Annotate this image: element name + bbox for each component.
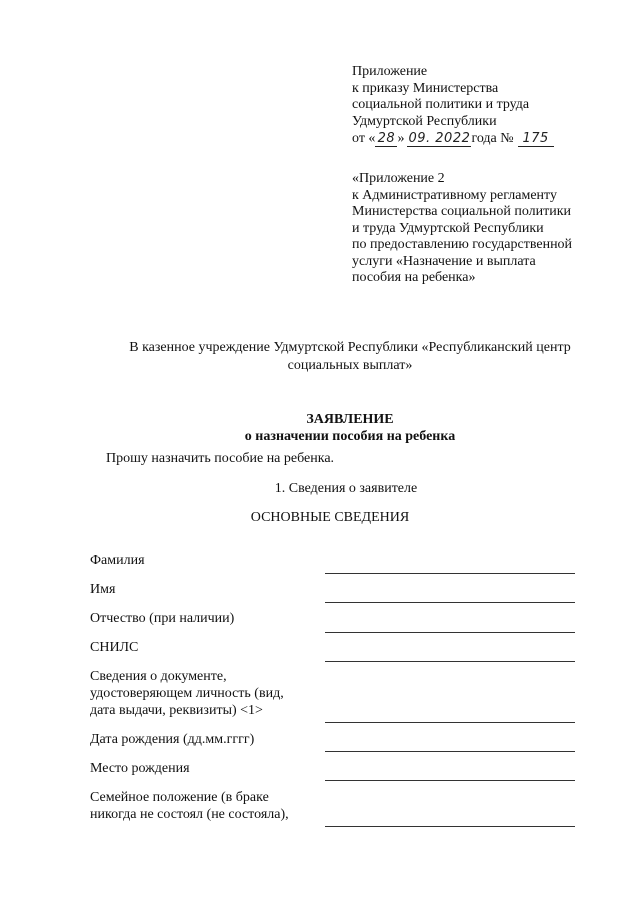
field-label: Отчество (при наличии) <box>90 611 235 626</box>
appendix-line: Приложение <box>352 64 428 79</box>
field-label: Имя <box>90 582 116 597</box>
marital-status-input-line[interactable] <box>325 826 575 827</box>
patronymic-input-line[interactable] <box>325 632 575 633</box>
field-label: Место рождения <box>90 761 190 776</box>
appendix2-line: пособия на ребенка» <box>352 270 476 285</box>
field-label: дата выдачи, реквизиты) <1> <box>90 703 263 718</box>
appendix-line: социальной политики и труда <box>352 97 530 112</box>
birth-date-input-line[interactable] <box>325 751 575 752</box>
main-info-heading: ОСНОВНЫЕ СВЕДЕНИЯ <box>250 510 410 525</box>
date-suffix: года № <box>471 131 514 146</box>
name-input-line[interactable] <box>325 602 575 603</box>
appendix2-line: Министерства социальной политики <box>352 204 572 219</box>
addressee-line-1: В казенное учреждение Удмуртской Республики «Республиканский центр <box>129 340 571 355</box>
appendix2-line: к Административному регламенту <box>352 187 557 203</box>
date-day: 28 <box>375 132 397 147</box>
date-mid: » <box>397 131 405 146</box>
addressee <box>60 340 640 374</box>
date-month-year: 09. 2022 <box>408 131 471 146</box>
field-patronymic <box>90 610 234 627</box>
identity-document-input-line[interactable] <box>325 722 575 723</box>
field-label: Фамилия <box>90 553 145 568</box>
appendix2-block <box>352 171 572 287</box>
order-number: 175 <box>518 132 554 147</box>
request-text: Прошу назначить пособие на ребенка. <box>106 451 335 466</box>
snils-input-line[interactable] <box>325 661 575 662</box>
appendix-block <box>352 64 554 148</box>
order-date-line <box>352 131 554 148</box>
title-heading: ЗАЯВЛЕНИЕ <box>306 412 394 427</box>
field-identity-document <box>90 668 284 719</box>
document-title <box>30 412 640 445</box>
addressee-line-2: социальных выплат» <box>287 357 413 373</box>
appendix-line: Удмуртской Республики <box>352 113 497 129</box>
surname-input-line[interactable] <box>325 573 575 574</box>
date-prefix: от « <box>352 131 376 146</box>
title-subheading: о назначении пособия на ребенка <box>244 428 456 444</box>
field-label: СНИЛС <box>90 640 139 655</box>
appendix2-line: «Приложение 2 <box>352 171 445 186</box>
field-label: Дата рождения (дд.мм.гггг) <box>90 732 255 747</box>
appendix-line: к приказу Министерства <box>352 80 499 96</box>
field-label: Сведения о документе, <box>90 669 227 684</box>
field-snils <box>90 639 138 656</box>
appendix2-line: и труда Удмуртской Республики <box>352 220 544 236</box>
section-heading: 1. Сведения о заявителе <box>274 481 418 496</box>
field-label: удостоверяющем личность (вид, <box>90 686 284 701</box>
field-marital-status <box>90 789 289 823</box>
appendix2-line: по предоставлению государственной <box>352 237 573 252</box>
field-birth-place <box>90 760 190 777</box>
field-birth-date <box>90 731 254 748</box>
appendix2-line: услуги «Назначение и выплата <box>352 253 536 269</box>
birth-place-input-line[interactable] <box>325 780 575 781</box>
field-name <box>90 581 115 598</box>
field-label: никогда не состоял (не состояла), <box>90 807 289 822</box>
field-label: Семейное положение (в браке <box>90 790 269 805</box>
field-surname <box>90 552 145 569</box>
